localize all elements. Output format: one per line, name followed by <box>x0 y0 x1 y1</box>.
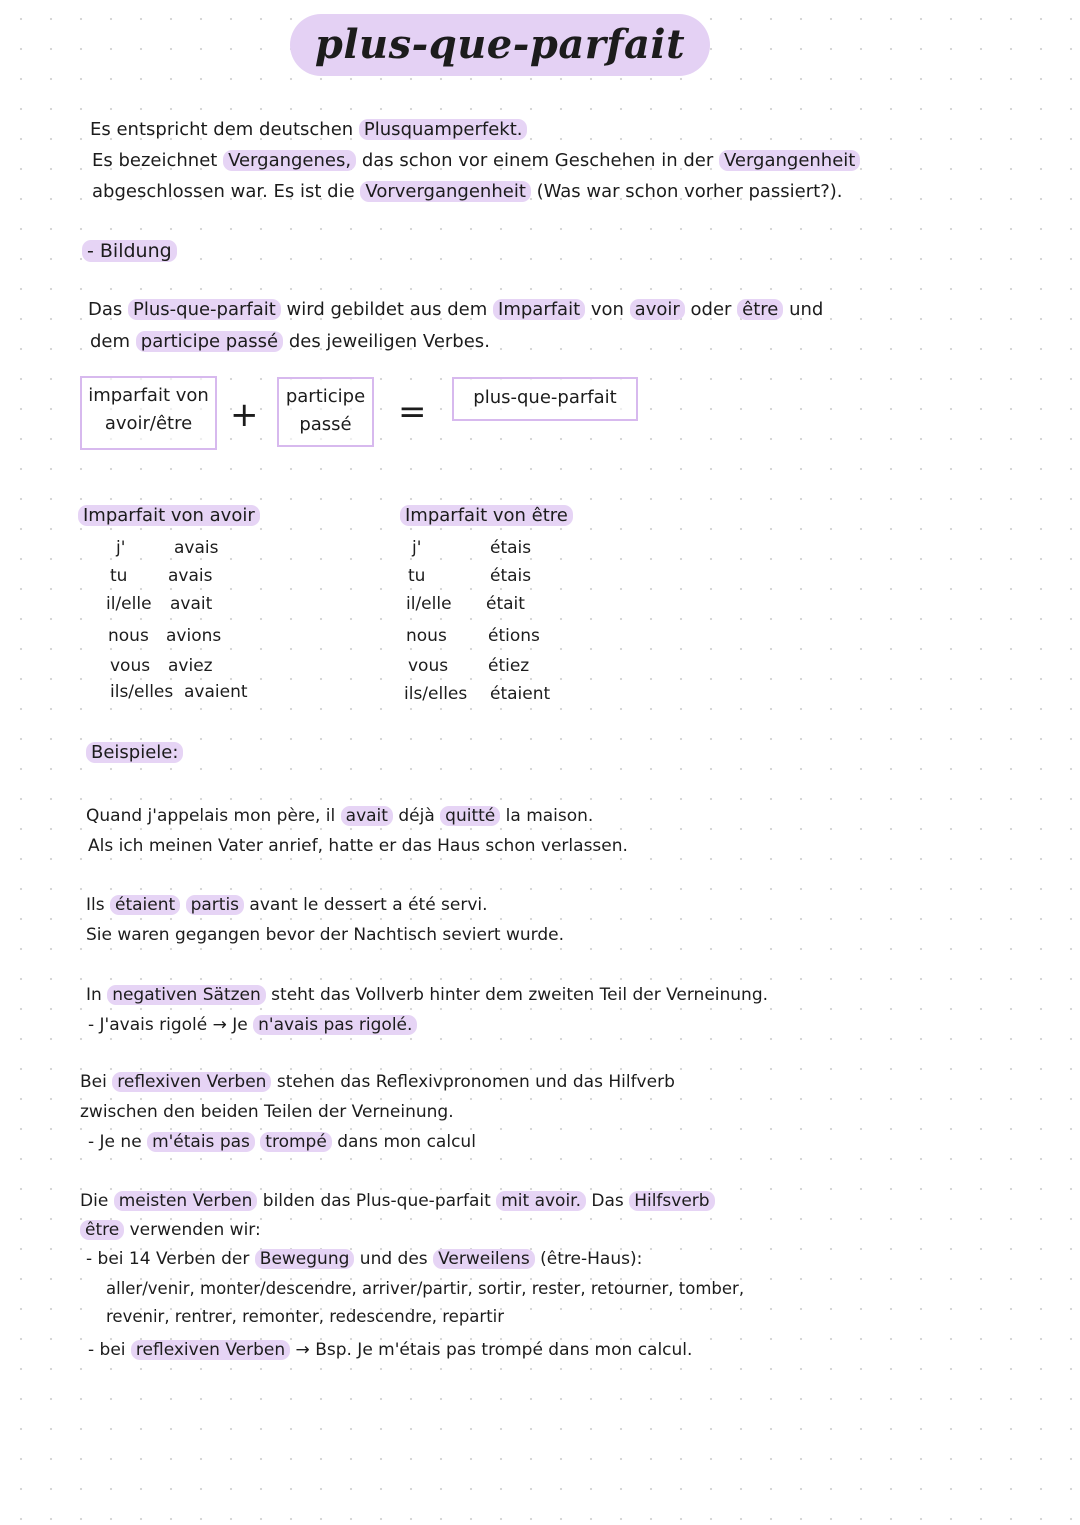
text: oder <box>684 299 738 320</box>
negation-line-1 <box>86 980 768 1010</box>
text: dem <box>90 331 136 352</box>
pronoun: tu <box>408 566 426 586</box>
text: (Was war schon vorher passiert?). <box>530 181 843 202</box>
example-2-de: Sie waren gegangen bevor der Nachtisch seviert wurde. <box>86 925 565 945</box>
highlight: trompé <box>260 1132 332 1152</box>
highlight: Beispiele: <box>86 742 183 763</box>
formula-box-result: plus-que-parfait <box>452 377 638 421</box>
highlight: m'étais pas <box>147 1132 255 1152</box>
hilfsverb-line-3 <box>86 1244 642 1274</box>
highlight: negativen Sätzen <box>107 985 266 1005</box>
highlight: meisten Verben <box>114 1191 258 1211</box>
verb-form: avait <box>170 594 213 614</box>
avoir-row <box>110 566 212 586</box>
beispiele-heading <box>86 738 183 768</box>
text: - Je ne <box>88 1132 148 1152</box>
highlight: Verweilens <box>433 1249 535 1269</box>
example-2-fr <box>86 890 488 920</box>
verb-form: étais <box>490 538 532 558</box>
formula-box-imparfait <box>80 376 217 450</box>
highlight: Vergangenheit <box>719 150 860 171</box>
box-text: passé <box>299 414 352 435</box>
hilfsverb-verbs-1: aller/venir, monter/descendre, arriver/partir, sortir, rester, retourner, tomber, <box>106 1279 745 1298</box>
pronoun: vous <box>408 656 449 676</box>
highlight: reflexiven Verben <box>112 1072 271 1092</box>
bildung-heading <box>82 236 177 266</box>
highlight: Vorvergangenheit <box>360 181 530 202</box>
text <box>180 895 185 915</box>
highlight: Imparfait von avoir <box>78 505 260 526</box>
intro-line-2 <box>92 146 860 176</box>
verb-form: étais <box>490 566 532 586</box>
avoir-row <box>106 594 212 614</box>
highlight: mit avoir. <box>496 1191 586 1211</box>
etre-row <box>408 656 529 676</box>
text: - bei <box>88 1340 131 1360</box>
etre-row <box>412 538 531 558</box>
highlight: Plus-que-parfait <box>128 299 281 320</box>
verb-form: avions <box>166 626 222 646</box>
intro-line-3 <box>92 177 843 207</box>
page-title: plus-que-parfait <box>290 14 710 76</box>
pronoun: ils/elles <box>404 684 468 704</box>
text: steht das Vollverb hinter dem zweiten Teil der Verneinung. <box>265 985 769 1005</box>
highlight: Imparfait <box>493 299 585 320</box>
avoir-row <box>116 538 218 558</box>
hilfsverb-line-6 <box>88 1335 692 1365</box>
etre-row <box>404 684 550 704</box>
text: verwenden wir: <box>124 1220 261 1240</box>
hilfsverb-line-1 <box>80 1186 715 1216</box>
text: und des <box>354 1249 434 1269</box>
text: wird gebildet aus dem <box>280 299 494 320</box>
verb-form: était <box>486 594 525 614</box>
highlight: être <box>80 1220 124 1240</box>
hilfsverb-verbs-2: revenir, rentrer, remonter, redescendre, repartir <box>106 1307 505 1326</box>
text: → Bsp. Je m'étais pas trompé dans mon calcul. <box>290 1340 693 1360</box>
highlight: Bewegung <box>255 1249 355 1269</box>
text: Das <box>88 299 128 320</box>
text: - J'avais rigolé → Je <box>88 1015 254 1035</box>
verb-form: avaient <box>184 682 248 702</box>
text: stehen das Reflexivpronomen und das Hilfverb <box>271 1072 675 1092</box>
etre-row <box>406 626 540 646</box>
text: déjà <box>392 806 441 826</box>
highlight: Hilfsverb <box>629 1191 714 1211</box>
highlight: quitté <box>440 806 500 826</box>
highlight: Imparfait von être <box>400 505 573 526</box>
pronoun: il/elle <box>406 594 452 614</box>
text: - bei 14 Verben der <box>86 1249 255 1269</box>
verb-form: avais <box>174 538 219 558</box>
highlight: - Bildung <box>82 240 177 262</box>
pronoun: nous <box>406 626 447 646</box>
highlight: avoir <box>630 299 685 320</box>
text: und <box>783 299 824 320</box>
text: Ils <box>86 895 110 915</box>
hilfsverb-line-2 <box>80 1215 261 1245</box>
etre-row <box>406 594 525 614</box>
bildung-line-1 <box>88 295 823 325</box>
verb-form: aviez <box>168 656 213 676</box>
avoir-row <box>110 682 248 702</box>
reflexiv-line-2: zwischen den beiden Teilen der Verneinung. <box>80 1102 454 1122</box>
avoir-row <box>110 656 213 676</box>
reflexiv-line-1 <box>80 1067 675 1097</box>
text: Quand j'appelais mon père, il <box>86 806 341 826</box>
text: Bei <box>80 1072 113 1092</box>
text: dans mon calcul <box>331 1132 476 1152</box>
text: la maison. <box>500 806 594 826</box>
avoir-title <box>78 505 260 526</box>
text: avant le dessert a été servi. <box>244 895 488 915</box>
verb-form: étaient <box>490 684 551 704</box>
reflexiv-line-3 <box>88 1127 476 1157</box>
text: Es entspricht dem deutschen <box>90 119 359 140</box>
plus-sign: + <box>230 395 259 435</box>
highlight: étaient <box>110 895 180 915</box>
pronoun: tu <box>110 566 128 586</box>
text: Die <box>80 1191 114 1211</box>
verb-form: avais <box>168 566 213 586</box>
bildung-line-2 <box>90 327 490 357</box>
verb-form: étiez <box>488 656 530 676</box>
pronoun: vous <box>110 656 151 676</box>
text: abgeschlossen war. Es ist die <box>92 181 361 202</box>
intro-line-1 <box>90 115 527 145</box>
verb-form: étions <box>488 626 540 646</box>
pronoun: ils/elles <box>110 682 174 702</box>
example-1-fr <box>86 801 593 831</box>
box-text: avoir/être <box>104 413 193 434</box>
highlight: n'avais pas rigolé. <box>253 1015 417 1035</box>
highlight: Vergangenes, <box>223 150 356 171</box>
highlight: participe passé <box>136 331 283 352</box>
text: Das <box>586 1191 630 1211</box>
pronoun: il/elle <box>106 594 152 614</box>
text: das schon vor einem Geschehen in der <box>356 150 719 171</box>
etre-row <box>408 566 531 586</box>
etre-title <box>400 505 573 526</box>
negation-line-2 <box>88 1010 417 1040</box>
highlight: avait <box>341 806 393 826</box>
text: von <box>585 299 630 320</box>
pronoun: j' <box>116 538 126 558</box>
text: (être-Haus): <box>534 1249 643 1269</box>
text: Es bezeichnet <box>92 150 224 171</box>
formula-box-participe <box>277 377 374 447</box>
text: In <box>86 985 108 1005</box>
text: bilden das Plus-que-parfait <box>257 1191 497 1211</box>
pronoun: nous <box>108 626 149 646</box>
box-text: imparfait von <box>88 385 209 406</box>
box-text: participe <box>285 386 366 407</box>
pronoun: j' <box>412 538 422 558</box>
equals-sign: = <box>398 392 427 432</box>
highlight: Plusquamperfekt. <box>359 119 528 140</box>
avoir-row <box>108 626 221 646</box>
highlight: reflexiven Verben <box>131 1340 290 1360</box>
example-1-de: Als ich meinen Vater anrief, hatte er das Haus schon verlassen. <box>88 836 628 856</box>
text: des jeweiligen Verbes. <box>283 331 490 352</box>
highlight: partis <box>186 895 244 915</box>
highlight: être <box>737 299 783 320</box>
